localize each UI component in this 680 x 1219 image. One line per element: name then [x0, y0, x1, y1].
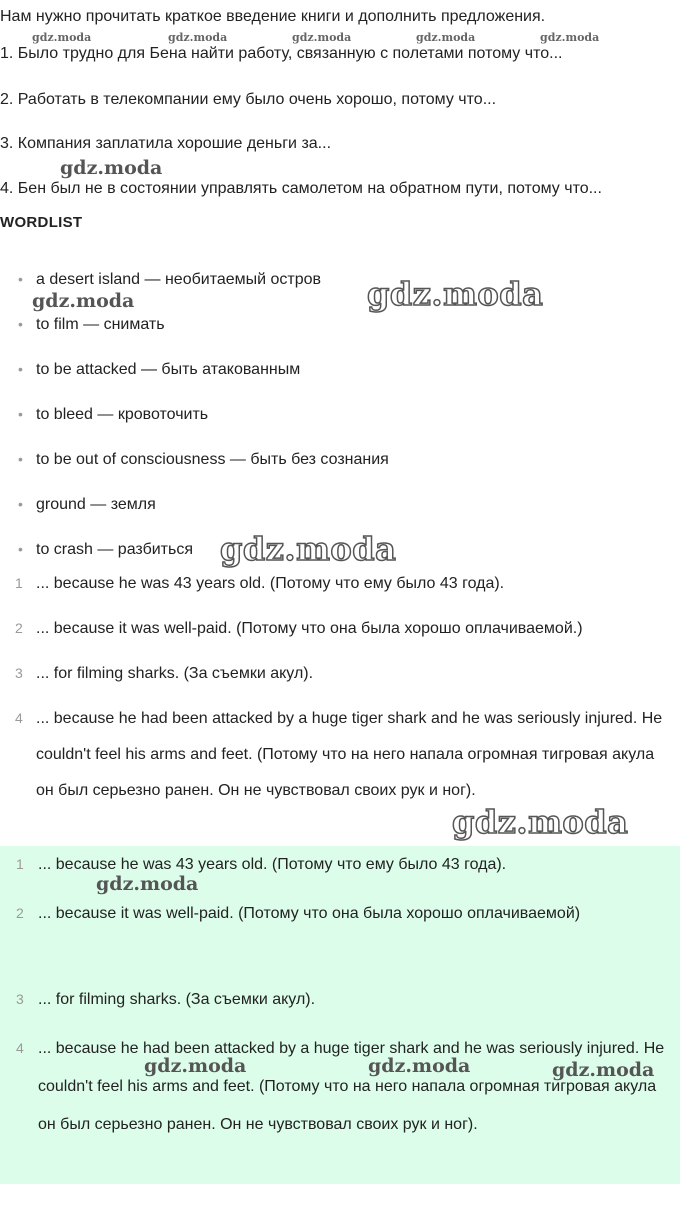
wordlist-item: • to be out of consciousness — быть без сознания — [18, 448, 389, 471]
intro-text: Нам нужно прочитать краткое введение книги и дополнить предложения. — [0, 8, 546, 25]
answer-number: 2 — [16, 905, 24, 921]
bullet-icon: • — [18, 451, 23, 467]
bullet-icon: • — [18, 361, 23, 377]
watermark-logo: gdz.moda — [96, 873, 199, 895]
watermark-logo: gdz.moda — [292, 31, 352, 44]
answer-text: ... because he had been attacked by a huge tiger shark and he was seriously injured. He couldn't feel his arms and feet. (Потому что на него напала огромная тигровая акула он был серьезно ранен. Он не чувствовал своих рук и ног). — [36, 710, 663, 799]
answer-number: 3 — [15, 665, 23, 681]
answer-text: ... for filming sharks. (За съемки акул). — [36, 665, 314, 682]
answer-number: 4 — [15, 710, 23, 726]
bullet-icon: • — [18, 271, 23, 287]
watermark-logo: gdz.moda — [367, 275, 544, 313]
watermark-logo: gdz.moda — [452, 803, 629, 841]
answer-number: 1 — [16, 856, 24, 872]
bullet-icon: • — [18, 406, 23, 422]
answer-text: ... because he was 43 years old. (Потому что ему было 43 года). — [36, 575, 505, 592]
wordlist-heading: WORDLIST — [0, 214, 83, 231]
answer-number: 1 — [15, 575, 23, 591]
answer-text: ... because he was 43 years old. (Потому что ему было 43 года). — [38, 856, 507, 873]
watermark-logo: gdz.moda — [60, 157, 163, 179]
answer-text: ... because it was well-paid. (Потому что она была хорошо оплачиваемой.) — [36, 620, 583, 637]
wordlist-item: • to bleed — кровоточить — [18, 403, 208, 426]
watermark-logo: gdz.moda — [552, 1059, 655, 1081]
question-2: 2. Работать в телекомпании ему было очень хорошо, потому что... — [0, 91, 497, 108]
answer-number: 2 — [15, 620, 23, 636]
answer-number: 4 — [16, 1040, 24, 1056]
wordlist-item: • to crash — разбиться — [18, 538, 193, 561]
answer-number: 3 — [16, 991, 24, 1007]
bullet-icon: • — [18, 316, 23, 332]
answer-box-green — [0, 846, 680, 1184]
wordlist-item: • to be attacked — быть атакованным — [18, 358, 300, 381]
bullet-icon: • — [18, 496, 23, 512]
watermark-logo: gdz.moda — [220, 530, 397, 568]
watermark-logo: gdz.moda — [540, 31, 600, 44]
watermark-logo: gdz.moda — [368, 1055, 471, 1077]
wordlist-item: • to film — снимать — [18, 313, 165, 336]
watermark-logo: gdz.moda — [32, 31, 92, 44]
question-1: 1. Было трудно для Бена найти работу, связанную с полетами потому что... — [0, 45, 563, 62]
wordlist-item: • ground — земля — [18, 493, 156, 516]
watermark-logo: gdz.moda — [32, 290, 135, 312]
answer-text: ... because he had been attacked by a huge tiger shark and he was seriously injured. He couldn't feel his arms and feet. (Потому что на него напала огромная тигровая акула он был серьезно ранен. Он не чувствовал своих рук и ног). — [38, 1040, 665, 1133]
answer-text: ... because it was well-paid. (Потому что она была хорошо оплачиваемой) — [38, 905, 581, 922]
watermark-logo: gdz.moda — [144, 1055, 247, 1077]
answer-text: ... for filming sharks. (За съемки акул). — [38, 991, 316, 1008]
watermark-logo: gdz.moda — [168, 31, 228, 44]
wordlist-item: • a desert island — необитаемый остров — [18, 268, 321, 291]
watermark-logo: gdz.moda — [416, 31, 476, 44]
bullet-icon: • — [18, 541, 23, 557]
question-3: 3. Компания заплатила хорошие деньги за... — [0, 135, 332, 152]
question-4: 4. Бен был не в состоянии управлять самолетом на обратном пути, потому что... — [0, 180, 602, 197]
